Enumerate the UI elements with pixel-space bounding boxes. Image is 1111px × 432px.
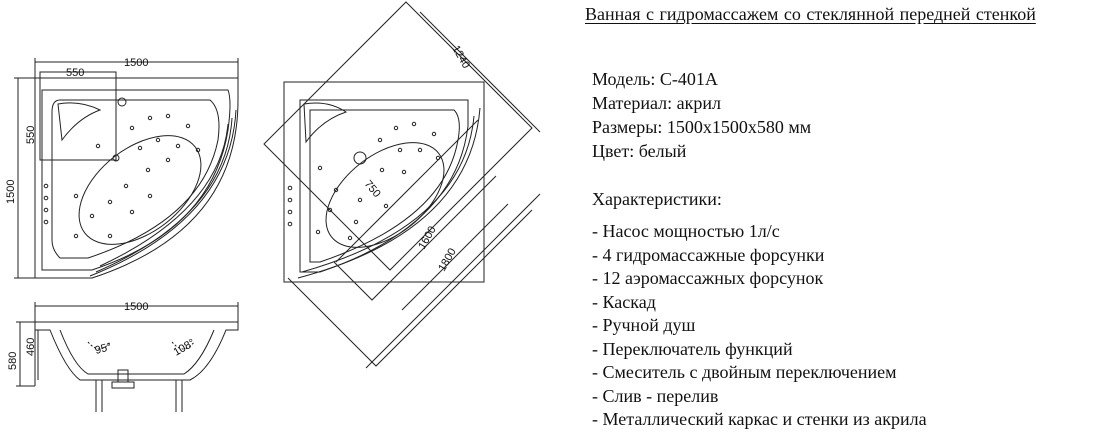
dim-side-height: 580: [7, 351, 19, 370]
spec-panel: [570, 0, 1111, 429]
feature-item: - Металлический каркас и стенки из акрила: [592, 409, 927, 429]
dim-angle-right: 108°: [171, 336, 198, 359]
dim-diag-1800: 1800: [436, 246, 459, 274]
feature-item: - Каскад: [592, 291, 656, 312]
page-title: Ванная с гидромассажем со стеклянной передней стенкой: [585, 4, 1036, 24]
feature-item: - 12 аэромассажных форсунок: [592, 268, 824, 288]
feature-item: - 4 гидромассажные форсунки: [592, 244, 825, 265]
rotated-view: [264, 2, 540, 368]
side-view: [16, 302, 238, 412]
features-list: [592, 220, 927, 432]
features-heading: Характеристики:: [592, 189, 722, 209]
dim-side-inner-height: 460: [25, 337, 37, 356]
dim-angle-left: 95°: [93, 340, 113, 357]
top-view: [14, 58, 238, 278]
dimension-labels: [5, 44, 472, 371]
spec-material: Материал: акрил: [592, 93, 721, 113]
dim-diag-1600: 1600: [416, 224, 439, 252]
feature-item: - Смеситель с двойным переключением: [592, 362, 897, 382]
dim-diag-750: 750: [361, 178, 383, 200]
feature-item: - Насос мощностью 1л/с: [592, 221, 780, 241]
spec-color: Цвет: белый: [592, 141, 687, 161]
spec-model: Модель: С-401А: [592, 69, 718, 89]
feature-item: - Ручной душ: [592, 315, 696, 335]
dim-left-height: 1500: [5, 179, 17, 204]
dim-top-width: 1500: [124, 57, 149, 69]
dim-top-inner: 550: [66, 67, 85, 79]
dim-diag-1240: 1240: [449, 43, 473, 71]
rotated-view-jets: [316, 122, 439, 239]
feature-item: - Переключатель функций: [592, 338, 793, 359]
dim-side-width: 1500: [124, 301, 149, 313]
spec-size: Размеры: 1500х1500х580 мм: [592, 117, 812, 137]
feature-item: - Слив - перелив: [592, 385, 719, 406]
dim-left-inner: 550: [25, 125, 37, 144]
